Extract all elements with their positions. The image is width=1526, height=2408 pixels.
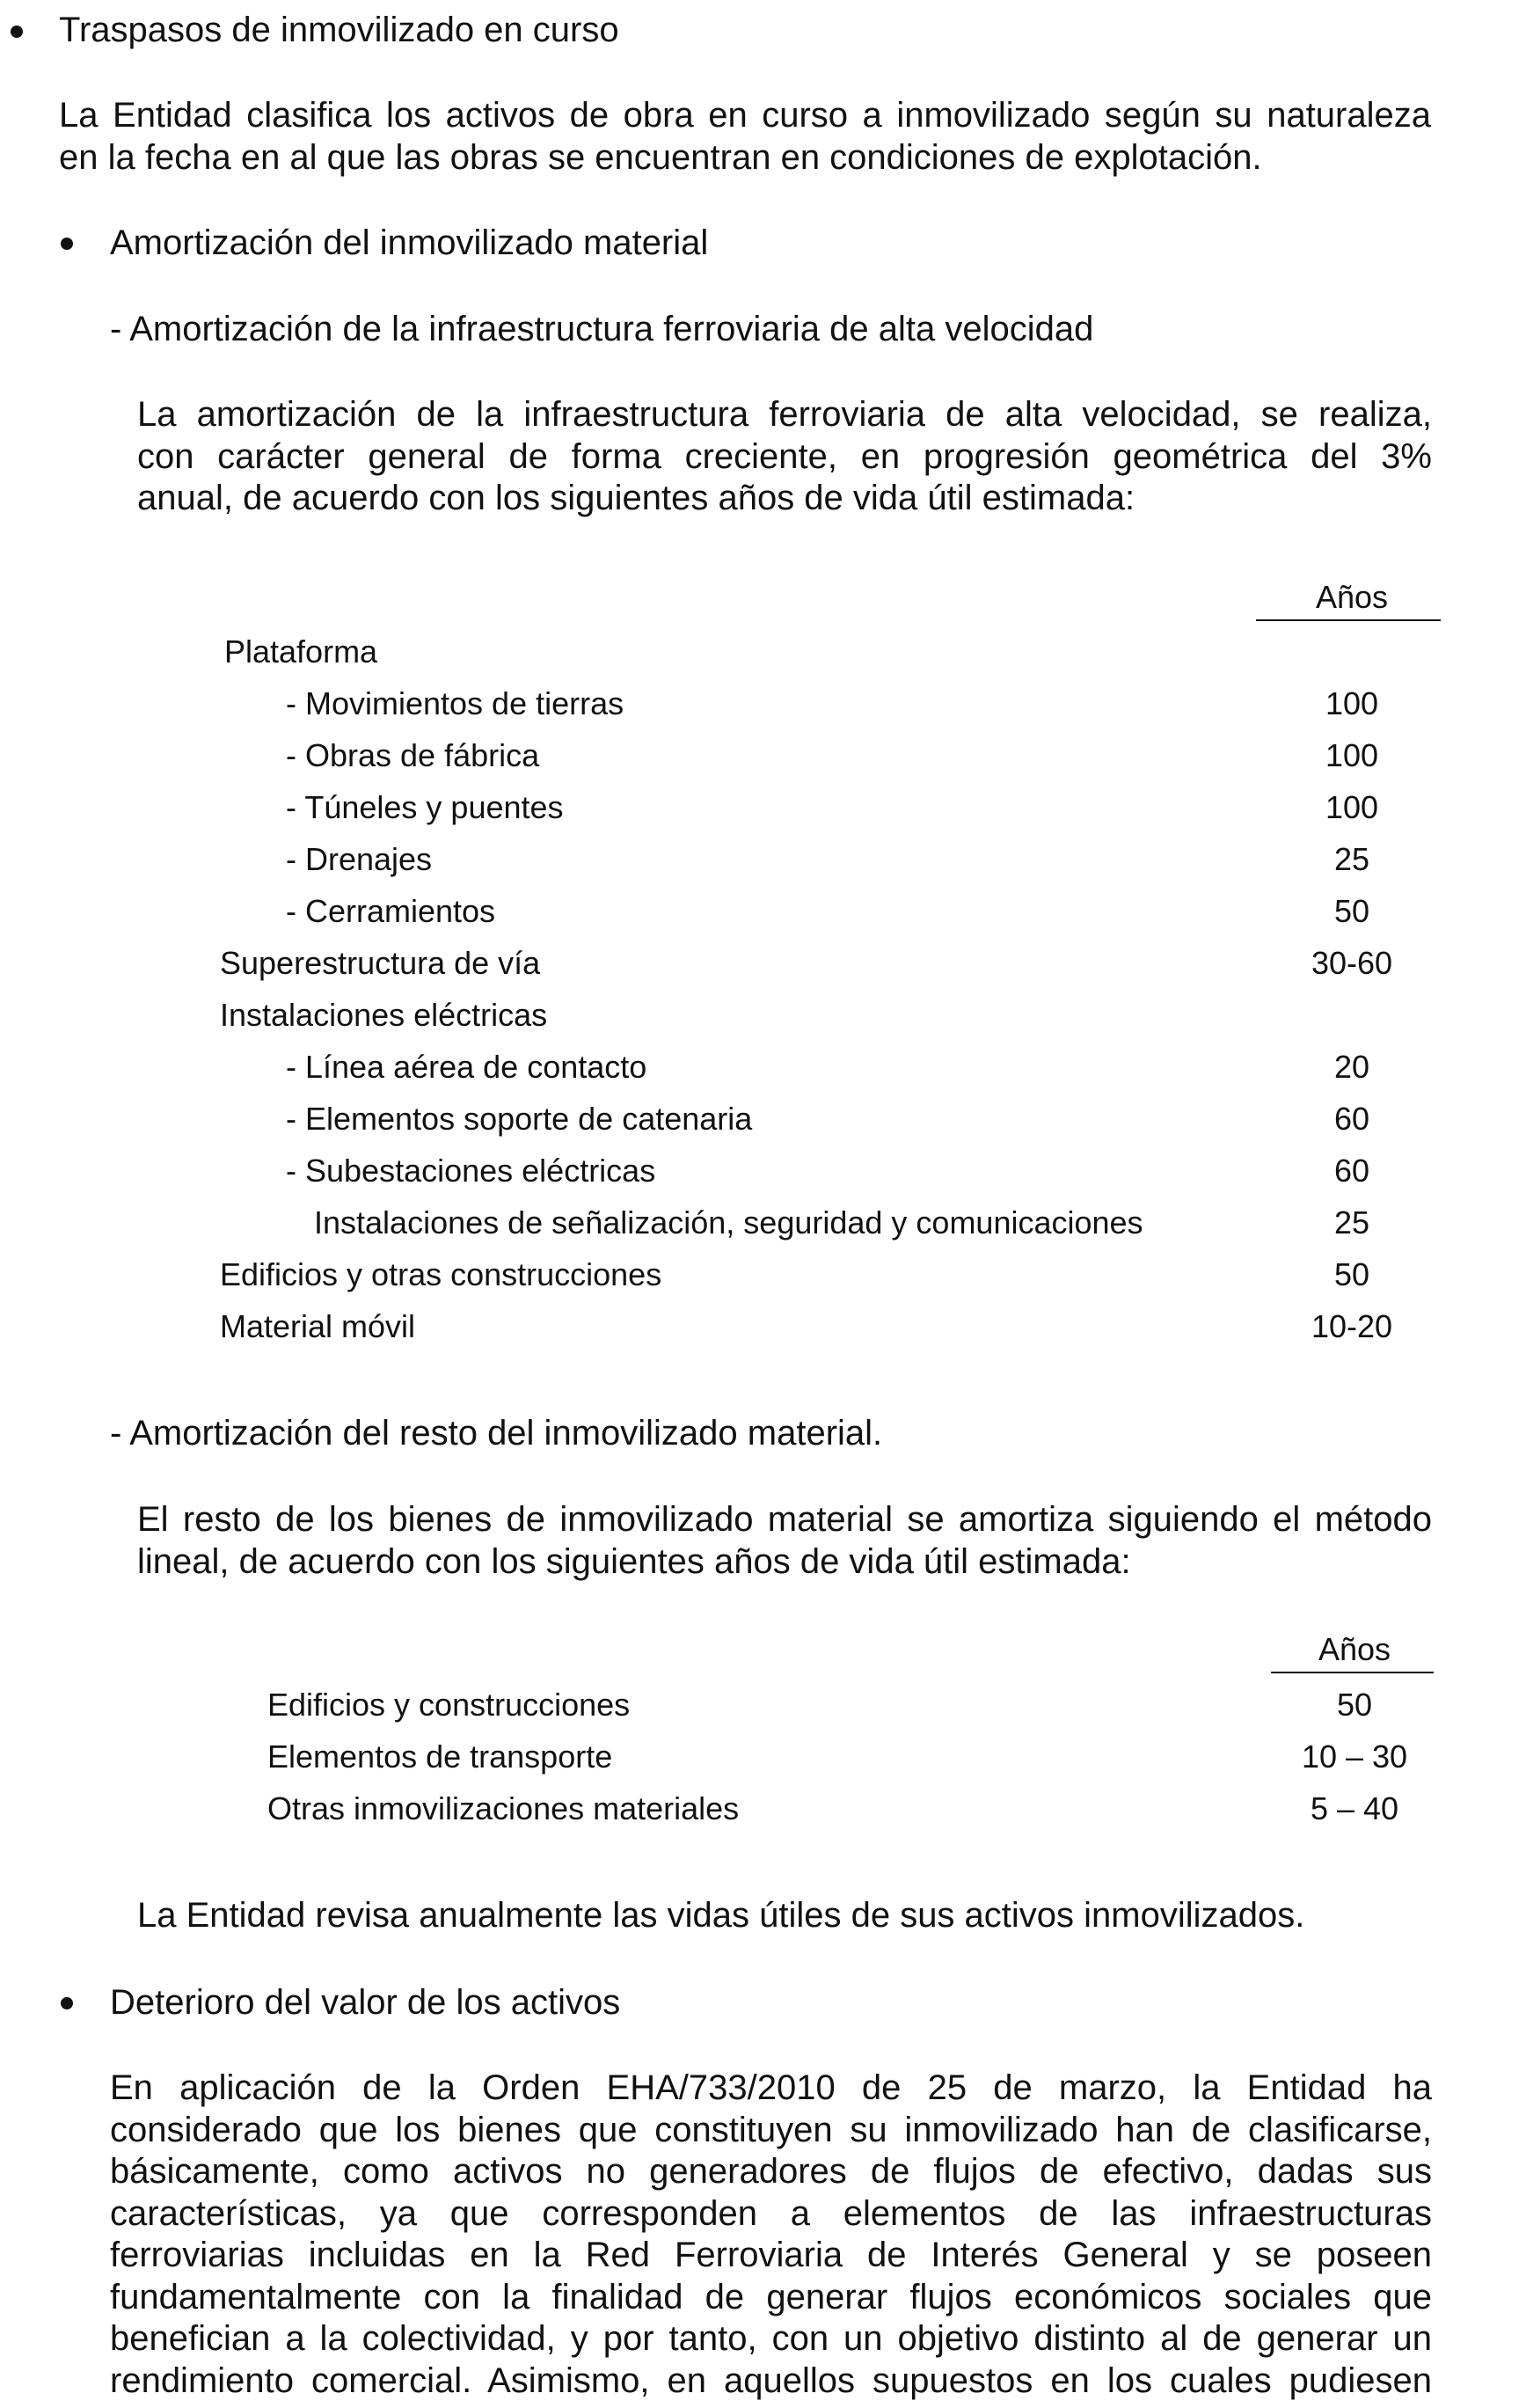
paragraph-deterioro — [110, 2068, 1432, 2402]
table-row-label: - Drenajes — [286, 841, 433, 877]
table-row-label: Instalaciones de señalización, seguridad y comunicaciones — [314, 1204, 1143, 1241]
paragraph-line: El resto de los bienes de inmovilizado material se amortiza siguiendo el método — [137, 1500, 1432, 1539]
table-header-anos: Años — [1318, 1631, 1391, 1667]
table-header-rule — [1256, 619, 1441, 621]
table-row-value: 60 — [1333, 1101, 1370, 1137]
table-row-value: 10-20 — [1311, 1308, 1393, 1344]
table-row-value: 100 — [1325, 789, 1379, 825]
table-row-value: 5 – 40 — [1310, 1790, 1399, 1826]
section-bullet-amortizacion: Amortización del inmovilizado material — [110, 223, 709, 262]
paragraph-line: lineal, de acuerdo con los siguientes años de vida útil estimada: — [137, 1541, 1131, 1581]
table-row-label: Edificios y construcciones — [267, 1687, 631, 1723]
table-row-label: - Línea aérea de contacto — [286, 1049, 647, 1085]
bullet-dot — [11, 26, 23, 38]
section-bullet-deterioro: Deterioro del valor de los activos — [110, 1983, 621, 2022]
paragraph-traspasos — [59, 95, 1431, 179]
paragraph-line: básicamente, como activos no generadores de flujos de efectivo, dadas sus — [110, 2152, 1432, 2191]
table-row-value: 50 — [1333, 893, 1370, 929]
table-row-value: 60 — [1333, 1153, 1370, 1189]
table-row-label: Superestructura de vía — [220, 945, 541, 981]
bullet-dot — [61, 1997, 73, 2009]
subheading-resto: - Amortización del resto del inmovilizado material. — [110, 1414, 883, 1453]
paragraph-line: características, ya que corresponden a elementos de las infraestructuras — [110, 2193, 1432, 2233]
paragraph-line: en la fecha en al que las obras se encuentran en condiciones de explotación. — [59, 137, 1262, 177]
table-row-label: Elementos de transporte — [267, 1738, 613, 1775]
subheading-infraestructura: - Amortización de la infraestructura ferroviaria de alta velocidad — [110, 310, 1094, 348]
table-row-label: Otras inmovilizaciones materiales — [267, 1790, 740, 1826]
table-row-value: 20 — [1333, 1049, 1370, 1085]
table-row-value: 25 — [1333, 841, 1370, 877]
table-row-value: 50 — [1333, 1256, 1370, 1292]
paragraph-line: ferroviarias incluidas en la Red Ferroviaria de Interés General y se poseen — [110, 2236, 1432, 2274]
table-row-label: - Movimientos de tierras — [286, 685, 624, 721]
section-bullet-traspasos: Traspasos de inmovilizado en curso — [59, 11, 619, 49]
paragraph-line: En aplicación de la Orden EHA/733/2010 de 25 de marzo, la Entidad ha — [110, 2068, 1432, 2107]
paragraph-resto — [137, 1499, 1432, 1583]
paragraph-line: con carácter general de forma creciente, en progresión geométrica del 3% — [137, 436, 1432, 476]
table-row-value: 10 – 30 — [1301, 1738, 1408, 1775]
table-row-label: Edificios y otras construcciones — [220, 1256, 662, 1292]
closing-sentence: La Entidad revisa anualmente las vidas útiles de sus activos inmovilizados. — [137, 1896, 1305, 1935]
table-row-label: - Subestaciones eléctricas — [286, 1153, 656, 1189]
paragraph-infraestructura — [137, 394, 1432, 520]
table-row-label: Plataforma — [224, 633, 378, 670]
table-row-label: - Túneles y puentes — [286, 789, 564, 825]
paragraph-line: rendimiento comercial. Asimismo, en aquellos supuestos en los cuales pudiesen — [110, 2360, 1432, 2400]
paragraph-line: La amortización de la infraestructura ferroviaria de alta velocidad, se realiza, — [137, 395, 1432, 434]
paragraph-line: anual, de acuerdo con los siguientes años de vida útil estimada: — [137, 479, 1135, 517]
paragraph-line: benefician a la colectividad, y por tanto, con un objetivo distinto al de generar un — [110, 2319, 1432, 2358]
table-row-value: 100 — [1325, 737, 1379, 773]
table-row-label: Material móvil — [220, 1308, 416, 1344]
paragraph-line: considerado que los bienes que constituyen su inmovilizado han de clasificarse, — [110, 2110, 1432, 2149]
table-header-anos: Años — [1315, 579, 1389, 615]
table-row-label: Instalaciones eléctricas — [220, 997, 548, 1033]
table-header-rule — [1271, 1672, 1434, 1673]
table-row-value: 30-60 — [1311, 945, 1393, 981]
paragraph-line: fundamentalmente con la finalidad de generar flujos económicos sociales que — [110, 2277, 1432, 2317]
table-row-label: - Cerramientos — [286, 893, 496, 929]
bullet-dot — [61, 238, 73, 250]
table-row-label: - Obras de fábrica — [286, 737, 540, 773]
table-row-value: 50 — [1336, 1687, 1373, 1723]
table-row-value: 100 — [1325, 685, 1379, 721]
table-row-label: - Elementos soporte de catenaria — [286, 1101, 753, 1137]
table-row-value: 25 — [1333, 1204, 1370, 1241]
paragraph-line: La Entidad clasifica los activos de obra en curso a inmovilizado según su naturaleza — [59, 96, 1431, 135]
